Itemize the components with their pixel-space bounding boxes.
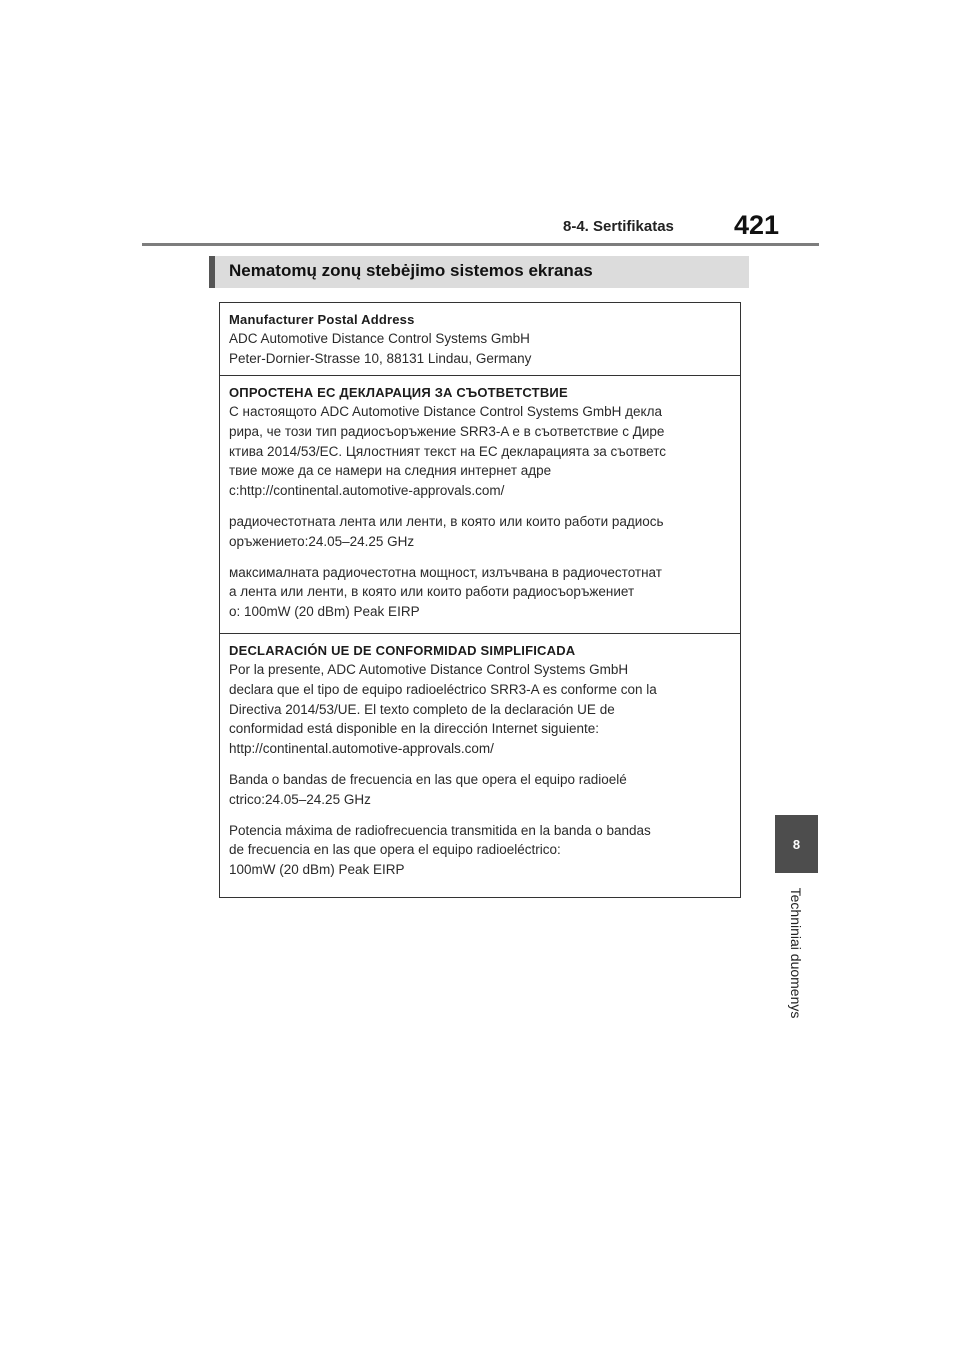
chapter-tab[interactable]: [775, 815, 818, 873]
text-line: твие може да се намери на следния интернет адре: [229, 463, 552, 479]
title-bar: [209, 256, 749, 288]
text-line: а лента или ленти, в която или които работи радиосъоръжениет: [229, 584, 635, 600]
page-number: 421: [734, 210, 780, 240]
text-line: ctrico:24.05–24.25 GHz: [229, 791, 371, 807]
manufacturer-heading: Manufacturer Postal Address: [229, 312, 415, 327]
text-line: С настоящото ADC Automotive Distance Control Systems GmbH декла: [229, 404, 662, 419]
text-line: максималната радиочестотна мощност, излъчвана в радиочестотнат: [229, 564, 662, 580]
text-line: conformidad está disponible en la dirección Internet siguiente:: [229, 721, 599, 737]
text-line: рира, че този тип радиосъоръжение SRR3-A е в съответствие с Дире: [229, 423, 665, 439]
text-line: 100mW (20 dBm) Peak EIRP: [229, 862, 405, 878]
bulgarian-heading: ОПРОСТЕНА ЕС ДЕКЛАРАЦИЯ ЗА СЪОТВЕТСТВИЕ: [229, 385, 568, 400]
section-label: 8-4. Sertifikatas: [563, 218, 674, 235]
certificate-box: [219, 302, 741, 898]
text-line: Potencia máxima de radiofrecuencia transmitida en la banda o bandas: [229, 822, 651, 838]
url-line: http://continental.automotive-approvals.com/: [229, 741, 494, 757]
header-rule: [142, 243, 819, 246]
text-line: Peter-Dornier-Strasse 10, 88131 Lindau, Germany: [229, 350, 532, 366]
page-title: Nematomų zonų stebėjimo sistemos ekranas: [229, 261, 593, 280]
chapter-number: 8: [792, 836, 801, 852]
text-line: Banda o bandas de frecuencia en las que opera el equipo radioelé: [229, 771, 627, 787]
text-line: Directiva 2014/53/UE. El texto completo de la declaración UE de: [229, 701, 615, 717]
text-line: оръжението:24.05–24.25 GHz: [229, 533, 415, 549]
bulgarian-declaration: [220, 375, 740, 633]
text-line: Por la presente, ADC Automotive Distance Control Systems GmbH: [229, 662, 629, 677]
spanish-heading: DECLARACIÓN UE DE CONFORMIDAD SIMPLIFICADA: [229, 643, 576, 658]
text-line: ктива 2014/53/ЕС. Цялостният текст на ЕС декларацията за съответс: [229, 443, 666, 459]
text-line: ADC Automotive Distance Control Systems GmbH: [229, 331, 530, 346]
text-line: радиочестотната лента или ленти, в която или които работи радиось: [229, 513, 664, 529]
text-line: declara que el tipo de equipo radioeléctrico SRR3-A es conforme con la: [229, 681, 657, 697]
chapter-label: Techniniai duomenys: [788, 887, 804, 1019]
manufacturer-section: [220, 303, 740, 375]
spanish-declaration: [220, 633, 740, 897]
text-line: о: 100mW (20 dBm) Peak EIRP: [229, 604, 420, 620]
url-line: с:http://continental.automotive-approvals.com/: [229, 483, 505, 499]
text-line: de frecuencia en las que opera el equipo radioeléctrico:: [229, 842, 561, 858]
